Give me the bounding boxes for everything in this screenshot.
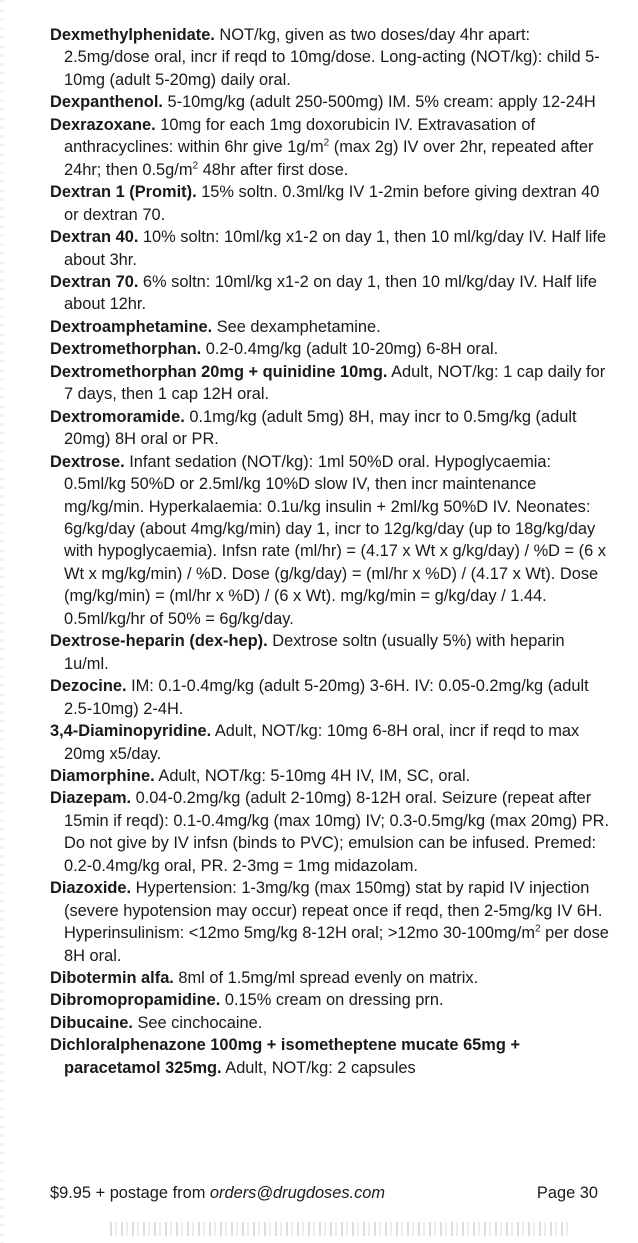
entry-dextrose (50, 451, 610, 631)
entry-text: See cinchocaine. (132, 1013, 263, 1032)
entry-dextromethorphan (50, 338, 610, 360)
entry-text: per dose 8H oral. (64, 924, 609, 965)
entry-text: Adult, NOT/kg: 10mg 6-8H oral, incr if reqd to max 20mg x5/day. (64, 722, 580, 763)
entry-term: Dexmethylphenidate. (50, 26, 215, 44)
entry-term: Diazepam. (50, 789, 132, 808)
entry-term: Dextrose-heparin (dex-hep). (50, 632, 268, 651)
entry-dibotermin-alfa (50, 967, 610, 989)
entry-dezocine (50, 675, 610, 720)
entry-dextran-70 (50, 271, 610, 316)
entry-dextromethorphan-quinidine (50, 361, 610, 406)
entry-term: Dibotermin alfa. (50, 969, 174, 988)
entry-text: 0.1mg/kg (adult 5mg) 8H, may incr to 0.5mg/kg (adult 20mg) 8H oral or PR. (64, 407, 577, 449)
footer-order-info (50, 1182, 385, 1204)
entry-term: Dexrazoxane. (50, 115, 156, 134)
entry-term: Dextran 1 (Promit). (50, 183, 197, 202)
entry-text: 0.2-0.4mg/kg (adult 10-20mg) 6-8H oral. (201, 340, 499, 359)
entry-term: Dextromoramide. (50, 407, 185, 426)
entry-dexmethylphenidate (50, 24, 610, 91)
drug-dose-page (50, 24, 610, 1079)
entry-text: 15% soltn. 0.3ml/kg IV 1-2min before giving dextran 40 or dextran 70. (64, 183, 600, 224)
superscript: 2 (323, 137, 330, 149)
entry-diamorphine (50, 765, 610, 787)
entry-diaminopyridine (50, 720, 610, 765)
entry-text: 10% soltn: 10ml/kg x1-2 on day 1, then 10 ml/kg/day IV. Half life about 3hr. (64, 228, 607, 269)
entry-text: 0.15% cream on dressing prn. (220, 991, 444, 1010)
entry-dextran-40 (50, 226, 610, 271)
entry-term: Dextroamphetamine. (50, 317, 213, 336)
entry-dextran-1 (50, 181, 610, 226)
entry-text: Adult, NOT/kg: 2 capsules (221, 1058, 416, 1077)
page-footer (50, 1182, 598, 1204)
scan-edge-artifact (0, 0, 4, 1243)
entry-text: Adult, NOT/kg: 5-10mg 4H IV, IM, SC, oral. (154, 766, 471, 785)
entry-dexrazoxane (50, 114, 610, 181)
entry-text: Dextrose soltn (usually 5%) with heparin 1u/ml. (64, 632, 565, 673)
entry-diazepam (50, 787, 610, 877)
entry-term: Dibromopropamidine. (50, 991, 221, 1010)
entry-term: Diazoxide. (50, 879, 132, 898)
entry-term: Dextran 70. (50, 272, 139, 291)
entry-text: 6% soltn: 10ml/kg x1-2 on day 1, then 10 ml/kg/day IV. Half life about 12hr. (64, 272, 597, 314)
entry-text: Adult, NOT/kg: 1 cap daily for 7 days, then 1 cap 12H oral. (64, 362, 606, 404)
entry-term: Dibucaine. (50, 1013, 133, 1032)
entry-dexpanthenol (50, 91, 610, 113)
entry-term: Diamorphine. (50, 766, 155, 785)
entry-text: (max 2g) IV over 2hr, repeated after 24hr; then 0.5g/m (64, 138, 594, 179)
entry-text: 48hr after first dose. (198, 160, 349, 179)
entry-dibromopropamidine (50, 989, 610, 1011)
entry-dextroamphetamine (50, 316, 610, 338)
entry-text: 10mg for each 1mg doxorubicin IV. Extravasation of anthracyclines: within 6hr give 1g/m (64, 115, 536, 157)
entry-term: Dezocine. (50, 677, 127, 696)
superscript: 2 (535, 923, 541, 935)
entry-dichloralphenazone (50, 1034, 610, 1079)
entry-term: Dextrose. (50, 452, 125, 471)
entry-text: Hypertension: 1-3mg/kg (max 150mg) stat by rapid IV injection (severe hypotension may occur) repeat once if reqd, then 2-5mg/kg IV 6H. Hyperinsulinism: <12mo 5mg/kg 8-12H oral; >12mo 30-100mg/m (64, 879, 603, 943)
entry-text: 0.04-0.2mg/kg (adult 2-10mg) 8-12H oral. Seizure (repeat after 15min if reqd): 0.1-0.4mg/kg (max 10mg) IV; 0.3-0.5mg/kg (max 20mg) PR. Do not give by IV infsn (binds to PVC); emulsion can be infused. Premed: 0.2-0.4mg/kg oral, PR. 2-3mg = 1mg midazolam. (64, 789, 610, 875)
scan-noise-strip (110, 1222, 570, 1236)
entry-text: 5-10mg/kg (adult 250-500mg) IM. 5% cream: apply 12-24H (162, 93, 596, 112)
entry-text: IM: 0.1-0.4mg/kg (adult 5-20mg) 3-6H. IV: 0.05-0.2mg/kg (adult 2.5-10mg) 2-4H. (64, 677, 589, 718)
entry-text: See dexamphetamine. (212, 317, 381, 336)
entry-term: Dextromethorphan 20mg + quinidine 10mg. (50, 362, 388, 381)
entry-dextromoramide (50, 406, 610, 451)
entry-term: 3,4-Diaminopyridine. (50, 722, 212, 741)
footer-email: orders@drugdoses.com (209, 1184, 386, 1202)
entry-text: 8ml of 1.5mg/ml spread evenly on matrix. (173, 969, 479, 988)
entry-text: NOT/kg, given as two doses/day 4hr apart: 2.5mg/dose oral, incr if reqd to 10mg/dose. Long-acting (NOT/kg): child 5-10mg (adult 5-20mg) daily oral. (64, 26, 600, 89)
page-number: Page 30 (536, 1184, 598, 1202)
entry-term: Dexpanthenol. (50, 93, 163, 112)
entry-dextrose-heparin (50, 630, 610, 675)
entry-dibucaine (50, 1012, 610, 1034)
footer-price: $9.95 + postage from (50, 1184, 210, 1202)
entry-term: Dextran 40. (50, 228, 139, 247)
entry-term: Dextromethorphan. (50, 340, 202, 359)
superscript: 2 (192, 160, 199, 172)
entry-diazoxide (50, 877, 610, 967)
entry-text: Infant sedation (NOT/kg): 1ml 50%D oral. Hypoglycaemia: 0.5ml/kg 50%D or 2.5ml/kg 10%D slow IV, then incr maintenance mg/kg/min. Hyperkalaemia: 0.1u/kg insulin + 2ml/kg 50%D IV. Neonates: 6g/kg/day (about 4mg/kg/min) day 1, incr to 12g/kg/day (up to 18g/kg/day with hypoglycaemia). Infsn rate (ml/hr) = (4.17 x Wt x g/kg/day) / %D = (6 x Wt x mg/kg/min) / %D. Dose (g/kg/day) = (ml/hr x %D) / (4.17 x Wt). Dose (mg/kg/min) = (ml/hr x %D) / (6 x Wt). mg/kg/min = g/kg/day / 1.44. 0.5ml/kg/hr of 50% = 6g/kg/day. (64, 452, 606, 628)
entry-term: Dichloralphenazone 100mg + isometheptene mucate 65mg + paracetamol 325mg. (50, 1036, 521, 1077)
